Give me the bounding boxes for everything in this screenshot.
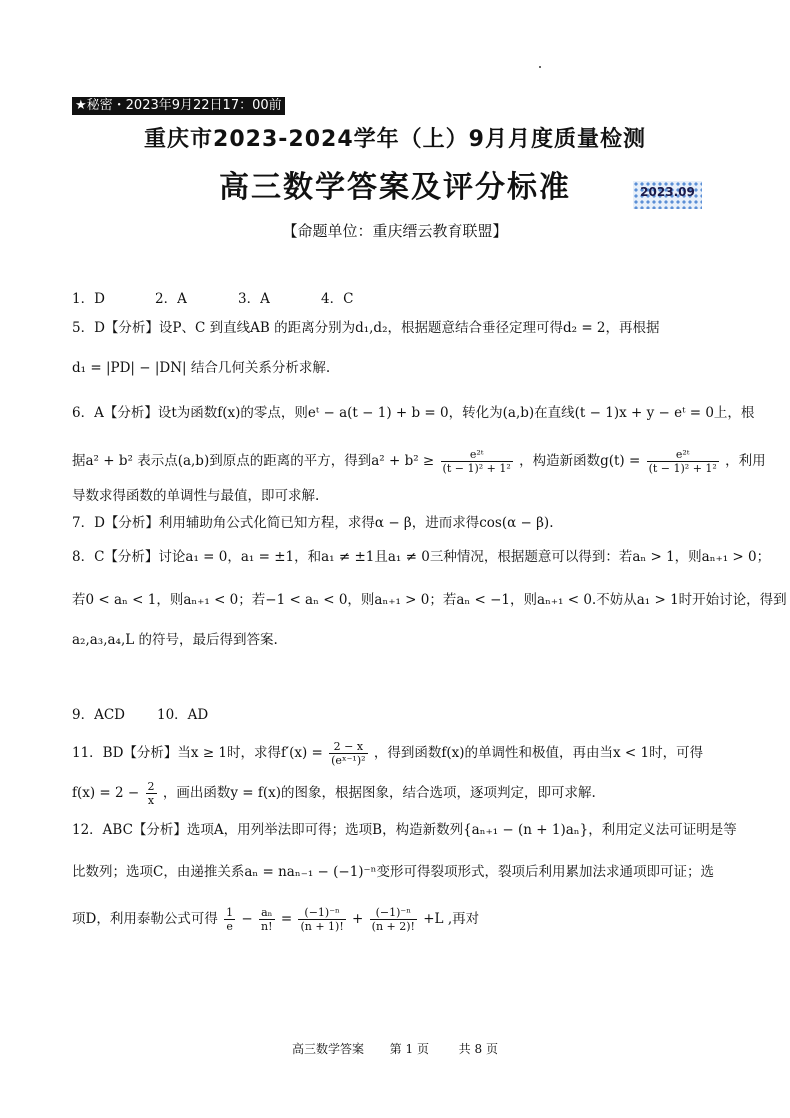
answer-12-line-3 (72, 906, 722, 933)
fraction-numerator: 2 (147, 780, 155, 793)
document-subtitle: 高三数学答案及评分标准 (219, 170, 571, 205)
confidential-banner: ★秘密・2023年9月22日17：00前 (72, 97, 285, 115)
answer-5-line-1: 5．D【分析】设P、C 到直线AB 的距离分别为d₁,d₂，根据题意结合垂径定理可得d₂ = 2，再根据 (72, 320, 660, 336)
answer-11-text-d: ，画出函数y = f(x)的图象，根据图象，结合选项，逐项判定，即可求解. (162, 785, 596, 801)
answer-12-fraction-4 (370, 906, 417, 933)
answer-8-line-1: 8．C【分析】讨论a₁ = 0，a₁ = ±1，和a₁ ≠ ±1且a₁ ≠ 0三种情况，根据题意可以得到：若aₙ > 1，则aₙ₊₁ > 0； (72, 549, 771, 565)
answer-12-fraction-1 (224, 906, 235, 933)
answer-6-text-c: ，利用 (725, 453, 766, 469)
minus-sign: − (241, 911, 253, 927)
exam-title: 重庆市2023-2024学年（上）9月月度质量检测 (144, 127, 646, 152)
fraction-denominator: (eˣ⁻¹)² (331, 754, 366, 767)
answer-12-fraction-2 (259, 906, 275, 933)
answer-11-fraction-2 (146, 780, 157, 807)
fraction-numerator: 2 − x (329, 740, 367, 754)
total-suffix: 页 (485, 1042, 498, 1056)
answer-12-text-a: 项D，利用泰勒公式可得 (72, 911, 218, 927)
answer-6-line-3: 导数求得函数的单调性与最值，即可求解. (72, 488, 320, 504)
answer-7: 7．D【分析】利用辅助角公式化简已知方程，求得α − β，进而求得cos(α − β). (72, 515, 554, 531)
answer-6-text-a: 据a² + b² 表示点(a,b)到原点的距离的平方，得到a² + b² ≥ (72, 453, 435, 469)
answer-12-fraction-3 (298, 906, 345, 933)
answer-11-text-b: ，得到函数f(x)的单调性和极值，再由当x < 1时，可得 (373, 745, 704, 761)
answer-2: 2．A (155, 291, 187, 307)
page-suffix: 页 (416, 1042, 429, 1056)
scan-speck (539, 66, 541, 68)
answer-6-line-1: 6．A【分析】设t为函数f(x)的零点，则eᵗ − a(t − 1) + b = 0，转化为(a,b)在直线(t − 1)x + y − eᵗ = 0上，根 (72, 405, 755, 421)
date-stamp: 2023.09 (633, 181, 702, 209)
fraction-denominator: (t − 1)² + 1² (442, 462, 511, 475)
answer-8-line-3: a₂,a₃,a₄,L 的符号，最后得到答案. (72, 632, 278, 648)
fraction-denominator: n! (261, 920, 273, 933)
fraction-denominator: (n + 2)! (371, 920, 415, 933)
fraction-denominator: e (226, 920, 233, 933)
answer-10: 10．AD (157, 707, 209, 723)
answer-12-line-1: 12．ABC【分析】选项A，用列举法即可得；选项B，构造新数列{aₙ₊₁ − (n + 1)aₙ}，利用定义法可证明是等 (72, 822, 737, 838)
fraction-denominator: (t − 1)² + 1² (648, 462, 717, 475)
choice-answers-row (72, 289, 722, 309)
multi-answers-row (72, 705, 722, 725)
answer-6-fraction-1 (441, 448, 513, 475)
fraction-numerator: 1 (226, 906, 234, 919)
answer-11-text-c: f(x) = 2 − (72, 785, 140, 801)
fraction-numerator: (−1)⁻ⁿ (298, 906, 345, 920)
answer-8-line-2: 若0 < aₙ < 1，则aₙ₊₁ < 0；若−1 < aₙ < 0，则aₙ₊₁ > 0；若aₙ < −1，则aₙ₊₁ < 0.不妨从a₁ > 1时开始讨论，得到 (72, 592, 787, 608)
answer-9: 9．ACD (72, 707, 125, 723)
page-footer (0, 1040, 790, 1057)
issuing-unit: 【命题单位：重庆缙云教育联盟】 (282, 222, 508, 240)
plus-sign: + (352, 911, 364, 927)
answer-11-line-1 (72, 740, 722, 767)
fraction-denominator: (n + 1)! (300, 920, 344, 933)
page-number: 1 (405, 1042, 414, 1056)
total-pages: 8 (474, 1042, 483, 1056)
fraction-numerator: aₙ (259, 906, 275, 920)
fraction-numerator: e²ᵗ (441, 448, 513, 462)
fraction-numerator: (−1)⁻ⁿ (370, 906, 417, 920)
answer-3: 3．A (238, 291, 270, 307)
answer-12-line-2: 比数列；选项C，由递推关系aₙ = naₙ₋₁ − (−1)⁻ⁿ变形可得裂项形式，裂项后利用累加法求通项即可证；选 (72, 864, 715, 880)
answer-11-line-2 (72, 780, 722, 807)
answer-6-text-b: ，构造新函数g(t) = (519, 453, 641, 469)
fraction-denominator: x (147, 794, 155, 807)
fraction-numerator: e²ᵗ (647, 448, 719, 462)
answer-5-line-2: d₁ = |PD| − |DN| 结合几何关系分析求解. (72, 360, 331, 376)
footer-label: 高三数学答案 (292, 1042, 365, 1056)
answer-11-text-a: 11．BD【分析】当x ≥ 1时，求得f′(x) = (72, 745, 323, 761)
answer-1: 1．D (72, 291, 105, 307)
answer-11-fraction (329, 740, 367, 767)
total-prefix: 共 (458, 1042, 471, 1056)
answer-12-text-b: +L ,再对 (423, 911, 480, 927)
equals-sign: = (280, 911, 293, 927)
page-prefix: 第 (389, 1042, 402, 1056)
answer-6-fraction-2 (647, 448, 719, 475)
answer-4: 4．C (321, 291, 354, 307)
answer-6-line-2 (72, 448, 766, 475)
